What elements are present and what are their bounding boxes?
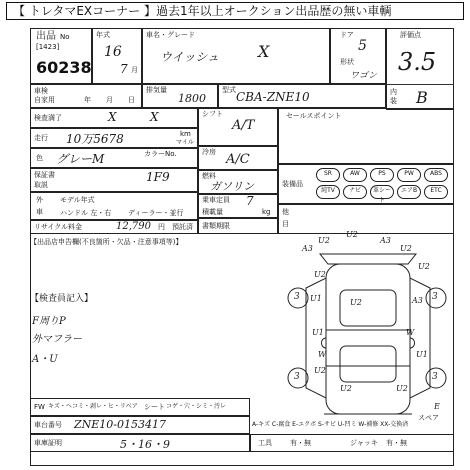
recycle-value: 12,790 — [116, 221, 151, 232]
color-no-value: 1F9 — [146, 170, 170, 184]
diag-mark-18: E — [434, 402, 440, 411]
model-value: ウイッシュ — [160, 50, 220, 64]
month-short: 月 — [106, 96, 113, 104]
diag-mark-1: A3 — [302, 244, 313, 253]
diag-mark-15: U1 — [416, 350, 428, 359]
diag-circle-4: 3 — [432, 372, 438, 382]
color-value: グレーM — [56, 152, 105, 166]
diag-mark-8: U2 — [418, 262, 430, 271]
registration-label: 車庫証明 — [34, 439, 62, 447]
inspector-title: 【検査員記入】 — [30, 294, 94, 304]
bottom-items-2: コゲ・穴・シミ・汚レ — [166, 403, 227, 410]
diag-mark-9: U1 — [312, 328, 324, 337]
header-title: 【 トレタマEXコーナー 】過去1年以上オークション出品歴の無い車輌 — [13, 4, 392, 18]
inspector-note-1: F周りP — [32, 316, 66, 327]
load-unit: kg — [262, 208, 271, 216]
other-label: 他 — [282, 208, 289, 216]
expiry-year: X — [108, 110, 117, 124]
color-label: 色 — [36, 154, 43, 162]
equipment-item: PW — [397, 168, 421, 182]
diag-mark-6: U2 — [314, 270, 326, 279]
diag-mark-17: U2 — [396, 384, 408, 393]
diag-mark-12: U2 — [350, 298, 362, 307]
diag-mark-2: U2 — [318, 236, 330, 245]
diag-mark-4: A3 — [380, 236, 391, 245]
equipment-label: 装備品 — [282, 180, 303, 188]
doors-value: 5 — [358, 38, 367, 54]
mileage-value: 10万5678 — [66, 132, 124, 146]
spare-label: スペア — [418, 414, 439, 422]
doors-label: ドア — [340, 31, 354, 39]
year-value: 16 — [104, 44, 122, 60]
listing-label: 出品 — [36, 31, 56, 42]
month-value: 7 — [120, 62, 128, 76]
diag-mark-3: U2 — [346, 230, 358, 239]
displacement-label: 排気量 — [146, 86, 167, 94]
recycle-status: 預託済 — [172, 223, 193, 231]
capacity-label: 乗車定員 — [202, 196, 230, 204]
outside-label: 外 — [36, 196, 43, 204]
tools-label: 工具 — [258, 439, 272, 447]
diag-mark-16: U2 — [340, 384, 352, 393]
displacement-value: 1800 — [178, 92, 206, 105]
diag-mark-14: U2 — [314, 366, 326, 375]
year-short: 年 — [84, 96, 91, 104]
shift-label: シフト — [202, 110, 223, 118]
chassis-label: 車台番号 — [34, 421, 62, 429]
other-box — [278, 204, 454, 234]
equipment-item: ABS — [424, 168, 448, 182]
month-unit: 月 — [131, 66, 138, 74]
listing-code: [1423] — [36, 43, 60, 51]
mileage-unit-km: km — [180, 130, 191, 138]
diag-mark-5: U2 — [400, 244, 412, 253]
warranty-label: 保証書 — [34, 171, 55, 179]
shape-value: ワゴン — [350, 71, 378, 81]
inspector-note-2: 外マフラー — [32, 334, 82, 345]
capacity-value: 7 — [246, 194, 254, 208]
dealer-label: ディーラー・並行 — [128, 209, 184, 217]
interior-label2: 装 — [390, 97, 397, 105]
grade-value: X — [258, 42, 270, 61]
interior-label: 内 — [390, 88, 397, 96]
listing-no-label: No — [60, 33, 70, 41]
inspection-sub: 自家用 — [34, 96, 55, 104]
day-short: 日 — [128, 96, 135, 104]
lot-number: 60238 — [36, 58, 92, 77]
rating-label: 評価点 — [400, 31, 421, 39]
diag-circle-3: 3 — [294, 372, 300, 382]
bottom-fw: FW — [34, 403, 45, 411]
shape-label: 形状 — [340, 58, 354, 66]
other-label2: 目 — [282, 220, 289, 228]
chassis-value: ZNE10-0153417 — [74, 418, 167, 431]
handle-label: ハンドル 左・右 — [60, 209, 112, 217]
notice: 【出品店申告欄(不良箇所・欠品・注意事項等)】 — [30, 238, 183, 246]
diag-mark-7: U1 — [310, 294, 322, 303]
jack-value: 有・無 — [386, 439, 407, 447]
color-no-label: カラーNo. — [144, 150, 177, 158]
year-label: 年式 — [96, 31, 110, 39]
equipment-item: AW — [343, 168, 367, 182]
inspection-label: 車検 — [34, 87, 48, 95]
diag-circle-2: 3 — [432, 292, 438, 302]
load-label: 積載量 — [202, 208, 223, 216]
equipment-item: エアB — [397, 185, 421, 199]
model-type-label: 型式 — [222, 86, 236, 94]
rating-value: 3.5 — [398, 48, 437, 76]
recycle-unit: 円 — [158, 223, 165, 231]
bottom-seat: シート — [144, 403, 165, 411]
inspector-note-3: A・U — [32, 354, 58, 365]
header-bar — [6, 2, 464, 20]
equipment-item: 革シート — [370, 185, 394, 199]
equipment-item: PS — [370, 168, 394, 182]
mileage-label: 走行 — [34, 134, 48, 142]
fuel-label: 燃料 — [202, 172, 216, 180]
ac-value: A/C — [226, 152, 250, 167]
diag-circle-1: 3 — [294, 292, 300, 302]
ac-label: 冷房 — [202, 148, 216, 156]
equipment-item: ETC — [424, 185, 448, 199]
expiry-month: X — [150, 110, 159, 124]
model-type-value: CBA-ZNE10 — [236, 90, 310, 104]
recycle-label: リサイクル料金 — [34, 223, 83, 231]
fuel-value: ガソリン — [210, 180, 254, 193]
manual-label: 取説 — [34, 181, 48, 189]
bottom-items-1: キズ・ヘコミ・剥レ・ヒ・リベア — [48, 403, 138, 410]
expiry-label: 検査満了 — [34, 114, 62, 122]
equipment-item: 純TV — [316, 185, 340, 199]
outside-label2: 車 — [36, 208, 43, 216]
tools-value: 有・無 — [290, 439, 311, 447]
diag-mark-10: A3 — [412, 296, 423, 305]
diag-mark-13: W — [318, 350, 327, 359]
sales-point-label: セールスポイント — [286, 112, 342, 120]
jack-label: ジャッキ — [350, 439, 378, 447]
interior-value: B — [416, 88, 428, 107]
model-year-label: モデル年式 — [60, 196, 95, 204]
legend: A-キズ C-腐食 E-エクボ S-サビ U-凹ミ W-補修 XX-交換済 — [252, 421, 409, 428]
warranty-row — [30, 168, 198, 192]
diag-mark-11: W — [406, 328, 415, 337]
equipment-item: ナビ — [343, 185, 367, 199]
mileage-unit-mile: マイル — [176, 139, 194, 146]
history-label: 書類期限 — [202, 222, 230, 230]
model-label: 車名・グレード — [146, 31, 195, 39]
shift-value: A/T — [232, 118, 255, 133]
registration-value: 5・16・9 — [120, 438, 170, 451]
equipment-item: SR — [316, 168, 340, 182]
